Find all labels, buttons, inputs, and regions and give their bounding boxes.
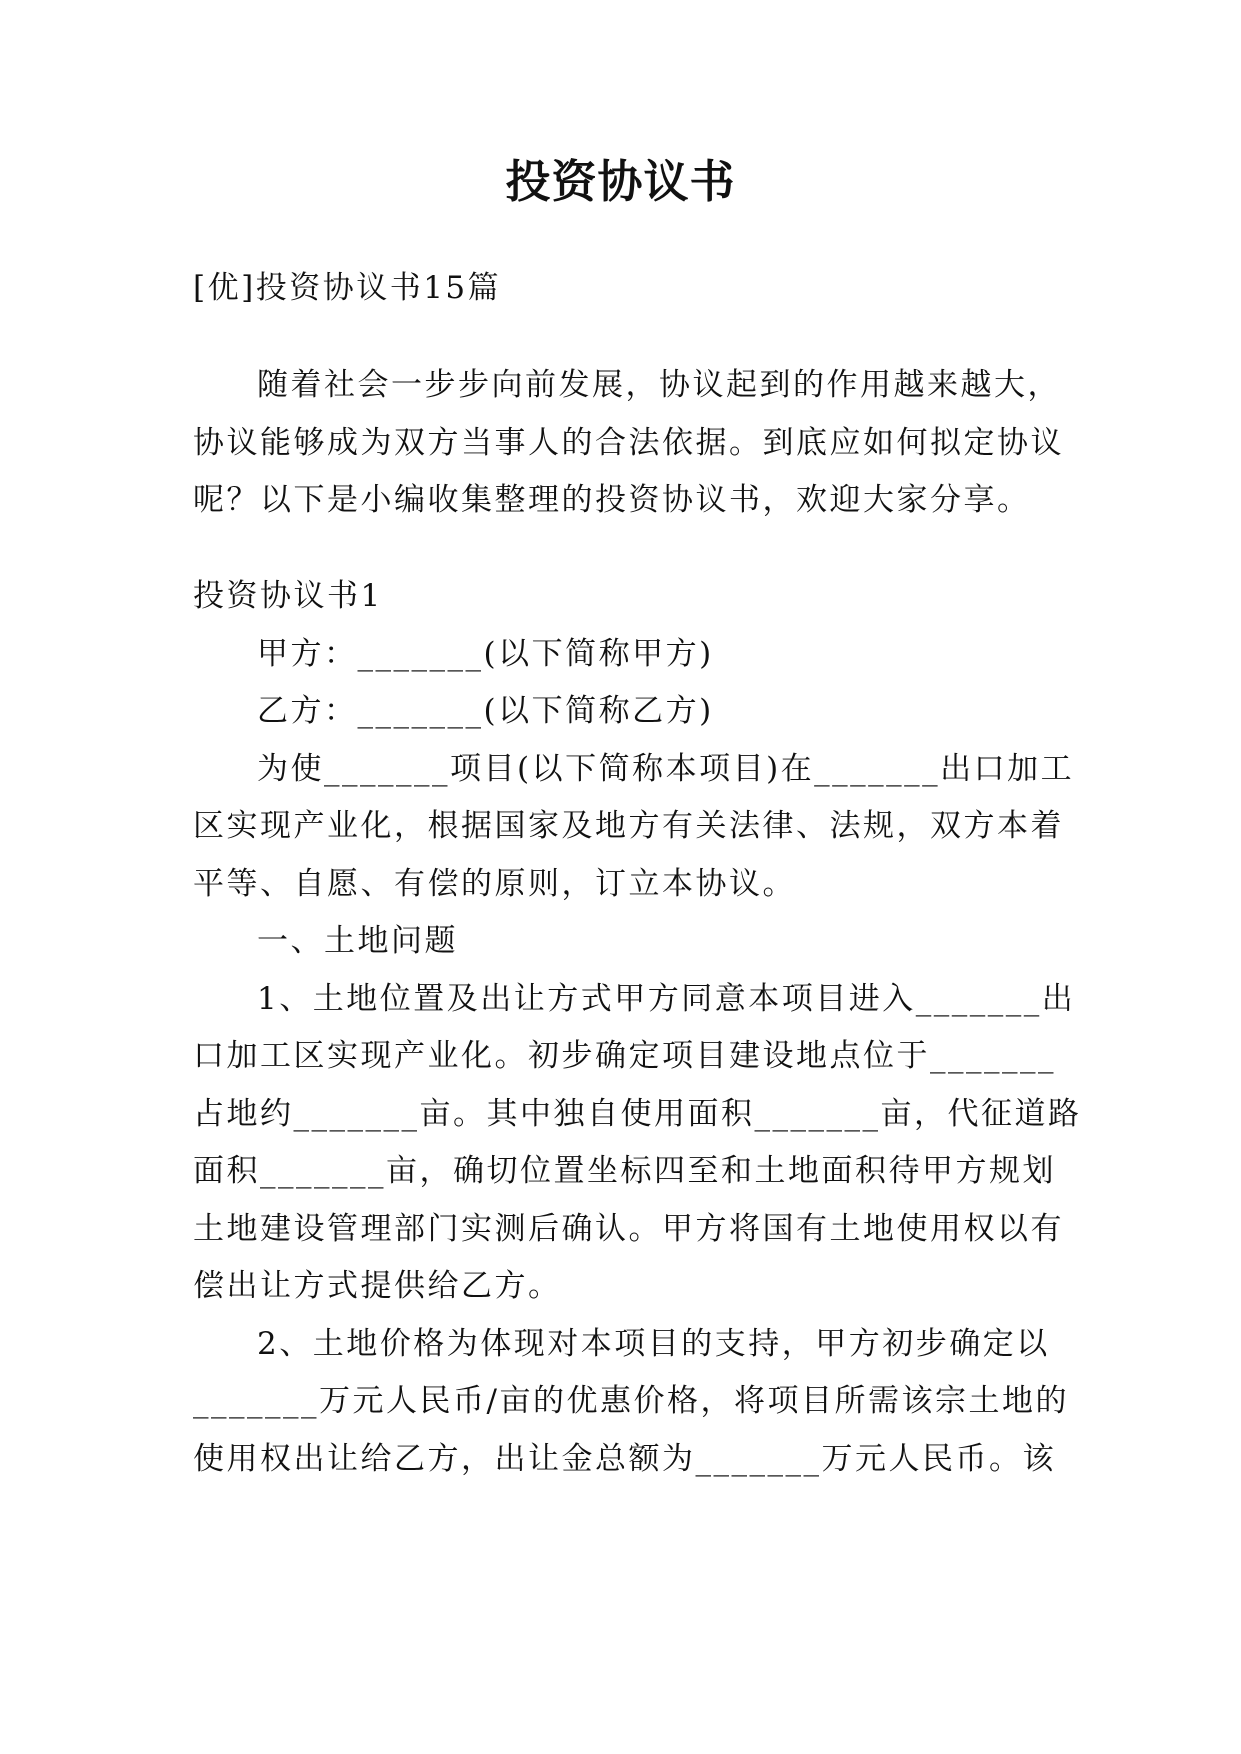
subtitle-line: [优]投资协议书15篇 bbox=[193, 270, 502, 306]
clause-1-line: 口加工区实现产业化。初步确定项目建设地点位于_______ bbox=[193, 1038, 1056, 1074]
clause-1-line: 1、土地位置及出让方式甲方同意本项目进入_______出 bbox=[257, 980, 1076, 1017]
clause-1-line: 偿出让方式提供给乙方。 bbox=[193, 1268, 562, 1304]
intro-line: 呢？以下是小编收集整理的投资协议书，欢迎大家分享。 bbox=[193, 482, 1031, 518]
party-b-line: 乙方：_______(以下简称乙方) bbox=[257, 693, 714, 729]
clause-heading: 一、土地问题 bbox=[257, 923, 458, 959]
intro-paragraph bbox=[193, 357, 1064, 530]
intro-line: 协议能够成为双方当事人的合法依据。到底应如何拟定协议 bbox=[193, 424, 1064, 461]
clause-2-line: _______万元人民币/亩的优惠价格，将项目所需该宗土地的 bbox=[193, 1383, 1069, 1419]
purpose-line: 为使_______项目(以下简称本项目)在_______出口加工 bbox=[257, 750, 1075, 787]
agreement-section bbox=[193, 568, 1082, 1488]
purpose-line: 平等、自愿、有偿的原则，订立本协议。 bbox=[193, 865, 796, 902]
clause-2-line: 使用权出让给乙方，出让金总额为_______万元人民币。该 bbox=[193, 1440, 1056, 1477]
section-heading: 投资协议书1 bbox=[193, 578, 383, 614]
clause-1-line: 面积_______亩，确切位置坐标四至和土地面积待甲方规划 bbox=[193, 1153, 1056, 1189]
clause-1-line: 占地约_______亩。其中独自使用面积_______亩，代征道路 bbox=[193, 1095, 1082, 1132]
document-title: 投资协议书 bbox=[505, 155, 736, 208]
intro-line: 随着社会一步步向前发展，协议起到的作用越来越大， bbox=[257, 367, 1061, 403]
purpose-line: 区实现产业化，根据国家及地方有关法律、法规，双方本着 bbox=[193, 808, 1064, 844]
party-a-line: 甲方：_______(以下简称甲方) bbox=[257, 635, 714, 672]
clause-1-line: 土地建设管理部门实测后确认。甲方将国有土地使用权以有 bbox=[193, 1210, 1064, 1247]
document-subtitle bbox=[193, 260, 1053, 318]
clause-2-line: 2、土地价格为体现对本项目的支持，甲方初步确定以 bbox=[257, 1325, 1050, 1362]
